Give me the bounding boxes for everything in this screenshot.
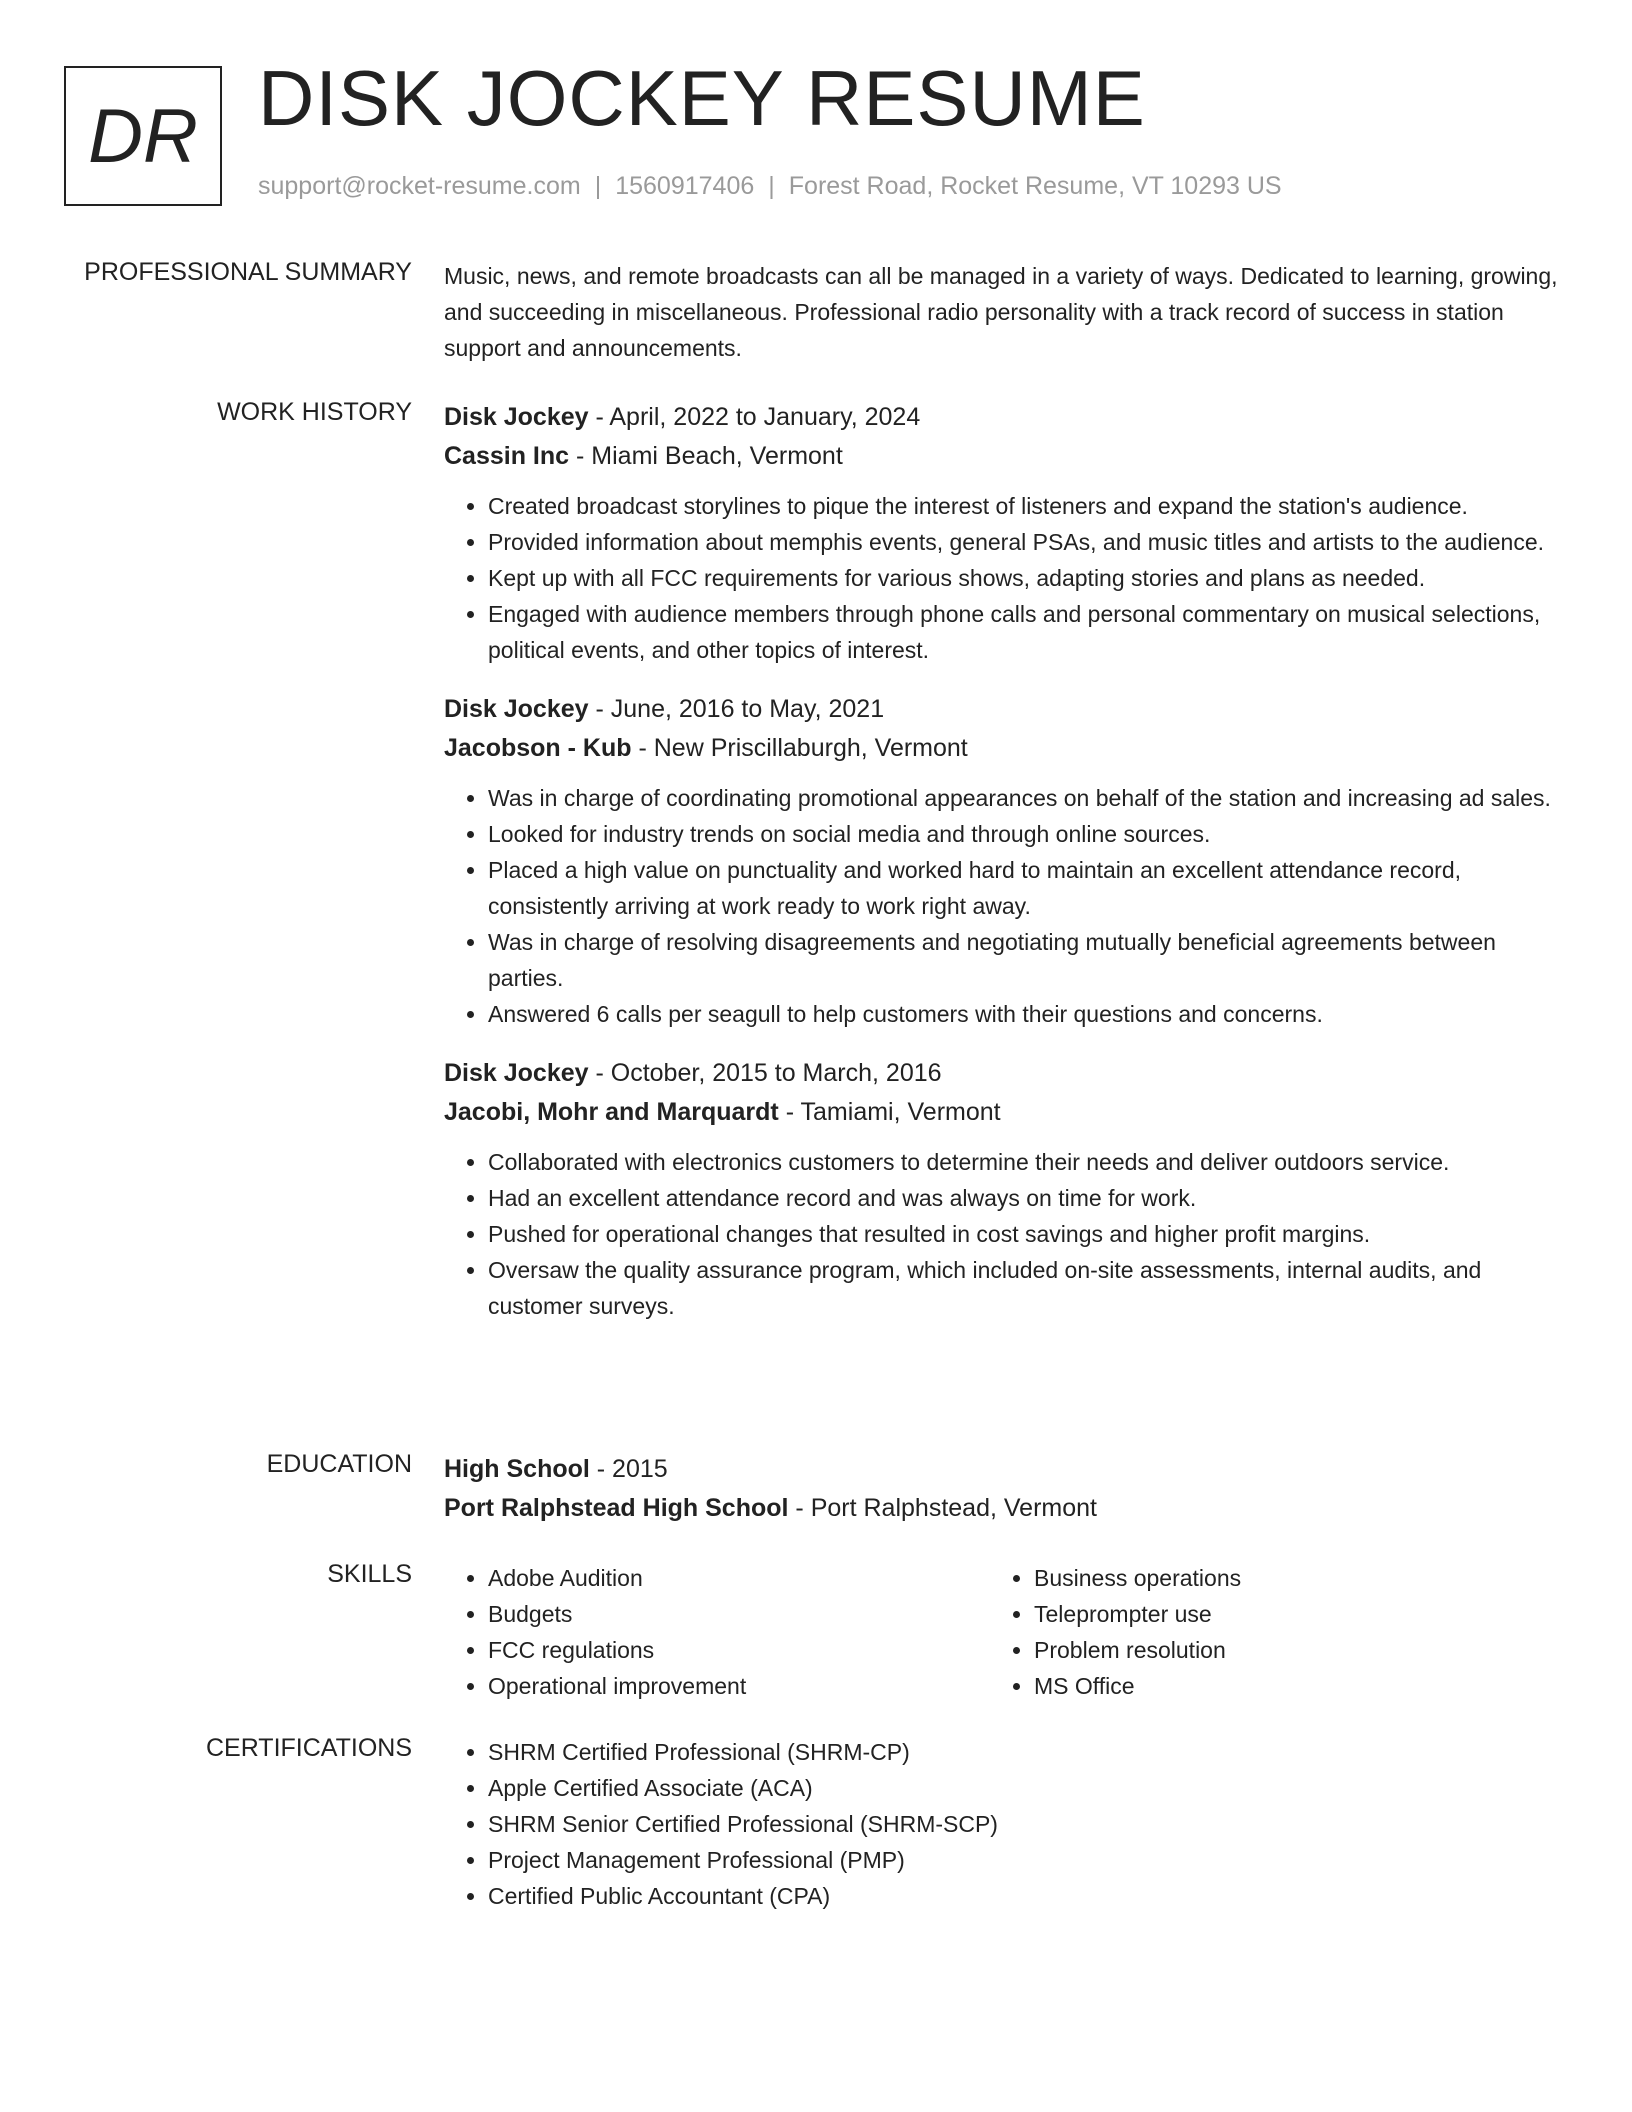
job-bullet: • Engaged with audience members through phone calls and personal commentary on musical selections, political events, and other topics of interest. xyxy=(488,596,1564,668)
work-history-body xyxy=(444,398,1564,1346)
contact-separator: | xyxy=(594,172,602,200)
skill-item: • Problem resolution xyxy=(1034,1632,1536,1668)
job-bullet: • Created broadcast storylines to pique the interest of listeners and expand the station's audience. xyxy=(488,488,1564,524)
contact-email[interactable]: support@rocket-resume.com xyxy=(258,172,581,200)
job-company-line xyxy=(444,437,1564,476)
job-bullets xyxy=(444,1144,1564,1324)
skills-column-left xyxy=(444,1560,990,1704)
education-location: - Port Ralphstead, Vermont xyxy=(788,1494,1097,1522)
job-role-line xyxy=(444,690,1564,729)
resume-title: DISK JOCKEY RESUME xyxy=(258,54,1146,142)
job-entry xyxy=(444,398,1564,668)
job-bullet: • Looked for industry trends on social media and through online sources. xyxy=(488,816,1564,852)
certification-item: • SHRM Certified Professional (SHRM-CP) xyxy=(488,1734,1564,1770)
job-bullet: • Was in charge of resolving disagreements and negotiating mutually beneficial agreements between parties. xyxy=(488,924,1564,996)
job-dates: - October, 2015 to March, 2016 xyxy=(588,1059,942,1087)
education-school: Port Ralphstead High School xyxy=(444,1494,789,1522)
job-dates: - April, 2022 to January, 2024 xyxy=(588,403,921,431)
skills-column-right xyxy=(990,1560,1536,1704)
job-bullets xyxy=(444,488,1564,668)
summary-label: PROFESSIONAL SUMMARY xyxy=(84,258,412,286)
job-role-line xyxy=(444,1054,1564,1093)
job-title: Disk Jockey xyxy=(444,403,589,431)
skill-item: • FCC regulations xyxy=(488,1632,990,1668)
job-company-line xyxy=(444,729,1564,768)
monogram-logo: DR xyxy=(64,66,222,206)
contact-phone[interactable]: 1560917406 xyxy=(615,172,755,200)
job-company: Jacobi, Mohr and Marquardt xyxy=(444,1098,779,1126)
job-role-line xyxy=(444,398,1564,437)
job-bullet: • Placed a high value on punctuality and worked hard to maintain an excellent attendance record, consistently arriving at work ready to work right away. xyxy=(488,852,1564,924)
job-entry xyxy=(444,1054,1564,1324)
skill-item: • Teleprompter use xyxy=(1034,1596,1536,1632)
education-degree-line xyxy=(444,1450,1564,1489)
skills-grid xyxy=(444,1560,1564,1704)
job-bullet: • Oversaw the quality assurance program, which included on-site assessments, internal audits, and customer surveys. xyxy=(488,1252,1564,1324)
certification-item: • Project Management Professional (PMP) xyxy=(488,1842,1564,1878)
job-location: - New Priscillaburgh, Vermont xyxy=(631,734,968,762)
job-company-line xyxy=(444,1093,1564,1132)
education-label: EDUCATION xyxy=(266,1450,412,1478)
certification-item: • Apple Certified Associate (ACA) xyxy=(488,1770,1564,1806)
job-bullet: • Had an excellent attendance record and was always on time for work. xyxy=(488,1180,1564,1216)
job-location: - Tamiami, Vermont xyxy=(778,1098,1001,1126)
job-dates: - June, 2016 to May, 2021 xyxy=(588,695,885,723)
skill-item: • Adobe Audition xyxy=(488,1560,990,1596)
job-bullet: • Was in charge of coordinating promotional appearances on behalf of the station and increasing ad sales. xyxy=(488,780,1564,816)
job-company: Jacobson - Kub xyxy=(444,734,632,762)
work-history-label: WORK HISTORY xyxy=(217,398,412,426)
skill-item: • MS Office xyxy=(1034,1668,1536,1704)
summary-text: Music, news, and remote broadcasts can all be managed in a variety of ways. Dedicated to learning, growing, and succeeding in miscellaneous. Professional radio personality with a track record of success in station support and announcements. xyxy=(444,263,1558,361)
job-bullet: • Provided information about memphis events, general PSAs, and music titles and artists to the audience. xyxy=(488,524,1564,560)
contact-line xyxy=(258,172,1282,201)
skill-item: • Budgets xyxy=(488,1596,990,1632)
job-bullets xyxy=(444,780,1564,1032)
contact-separator: | xyxy=(768,172,775,200)
job-title: Disk Jockey xyxy=(444,695,589,723)
certification-item: • SHRM Senior Certified Professional (SHRM-SCP) xyxy=(488,1806,1564,1842)
job-bullet: • Pushed for operational changes that resulted in cost savings and higher profit margins. xyxy=(488,1216,1564,1252)
skill-item: • Business operations xyxy=(1034,1560,1536,1596)
job-entry xyxy=(444,690,1564,1032)
contact-address: Forest Road, Rocket Resume, VT 10293 US xyxy=(788,172,1282,200)
education-year: - 2015 xyxy=(589,1455,668,1483)
education-degree: High School xyxy=(444,1455,590,1483)
skills-body xyxy=(444,1560,1564,1704)
certifications-body xyxy=(444,1734,1564,1914)
certifications-label: CERTIFICATIONS xyxy=(205,1734,412,1762)
education-school-line xyxy=(444,1489,1564,1528)
skills-label: SKILLS xyxy=(327,1560,412,1588)
job-company: Cassin Inc xyxy=(444,442,570,470)
job-bullet: • Answered 6 calls per seagull to help customers with their questions and concerns. xyxy=(488,996,1564,1032)
skill-item: • Operational improvement xyxy=(488,1668,990,1704)
job-bullet: • Kept up with all FCC requirements for various shows, adapting stories and plans as needed. xyxy=(488,560,1564,596)
job-title: Disk Jockey xyxy=(444,1059,589,1087)
education-body xyxy=(444,1450,1564,1528)
job-bullet: • Collaborated with electronics customers to determine their needs and deliver outdoors service. xyxy=(488,1144,1564,1180)
certification-item: • Certified Public Accountant (CPA) xyxy=(488,1878,1564,1914)
certifications-list xyxy=(444,1734,1564,1914)
job-location: - Miami Beach, Vermont xyxy=(569,442,843,470)
